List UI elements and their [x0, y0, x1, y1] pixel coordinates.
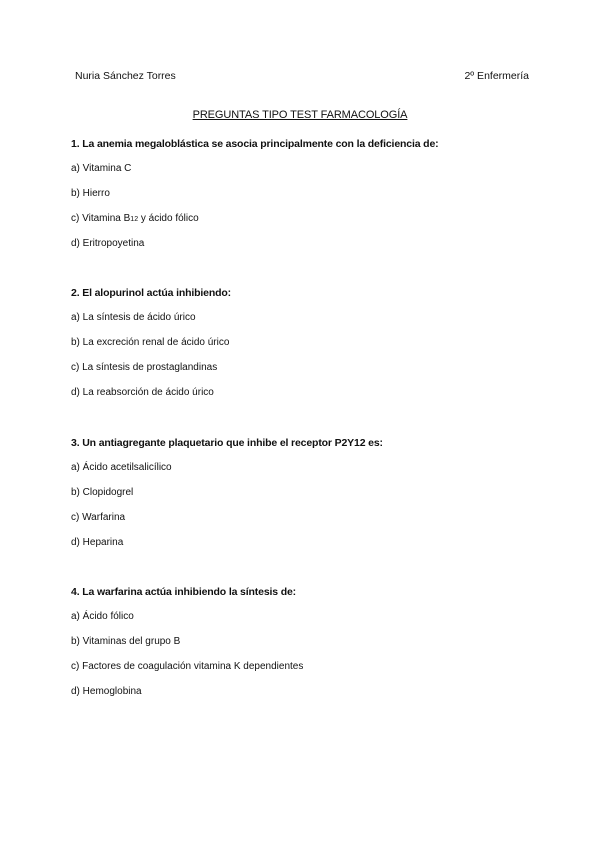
- option-c: c) Warfarina: [71, 512, 126, 523]
- question-text: 4. La warfarina actúa inhibiendo la síntesis de:: [71, 586, 297, 598]
- option-a: a) Ácido acetilsalicílico: [71, 462, 172, 473]
- question-2: [71, 286, 541, 411]
- option-c: c) La síntesis de prostaglandinas: [71, 362, 218, 373]
- question-text: 3. Un antiagregante plaquetario que inhibe el receptor P2Y12 es:: [71, 437, 383, 449]
- option-d: d) Hemoglobina: [71, 686, 142, 697]
- page-header: [75, 70, 529, 86]
- question-4: [71, 585, 541, 710]
- option-a: a) La síntesis de ácido úrico: [71, 312, 196, 323]
- question-1: [71, 137, 541, 262]
- option-c: [71, 212, 541, 237]
- option-d: d) La reabsorción de ácido úrico: [71, 387, 214, 398]
- option-d: d) Heparina: [71, 537, 124, 548]
- option-d: d) Eritropoyetina: [71, 238, 145, 249]
- option-c-text: c) Vitamina B: [71, 213, 131, 224]
- author-name: Nuria Sánchez Torres: [75, 70, 176, 82]
- option-c-subscript: 12: [130, 216, 139, 223]
- option-b: b) Hierro: [71, 188, 110, 199]
- option-a: a) Ácido fólico: [71, 611, 134, 622]
- option-b: b) Vitaminas del grupo B: [71, 636, 181, 647]
- option-a: a) Vitamina C: [71, 163, 132, 174]
- option-b: b) Clopidogrel: [71, 487, 134, 498]
- option-c-tail: y ácido fólico: [138, 213, 199, 224]
- page-title: PREGUNTAS TIPO TEST FARMACOLOGÍA: [192, 109, 408, 121]
- course-name: 2º Enfermería: [464, 70, 529, 82]
- option-b: b) La excreción renal de ácido úrico: [71, 337, 230, 348]
- question-text: 1. La anemia megaloblástica se asocia principalmente con la deficiencia de:: [71, 138, 439, 150]
- option-c: c) Factores de coagulación vitamina K dependientes: [71, 661, 304, 672]
- question-text: 2. El alopurinol actúa inhibiendo:: [71, 287, 231, 299]
- question-3: [71, 436, 541, 561]
